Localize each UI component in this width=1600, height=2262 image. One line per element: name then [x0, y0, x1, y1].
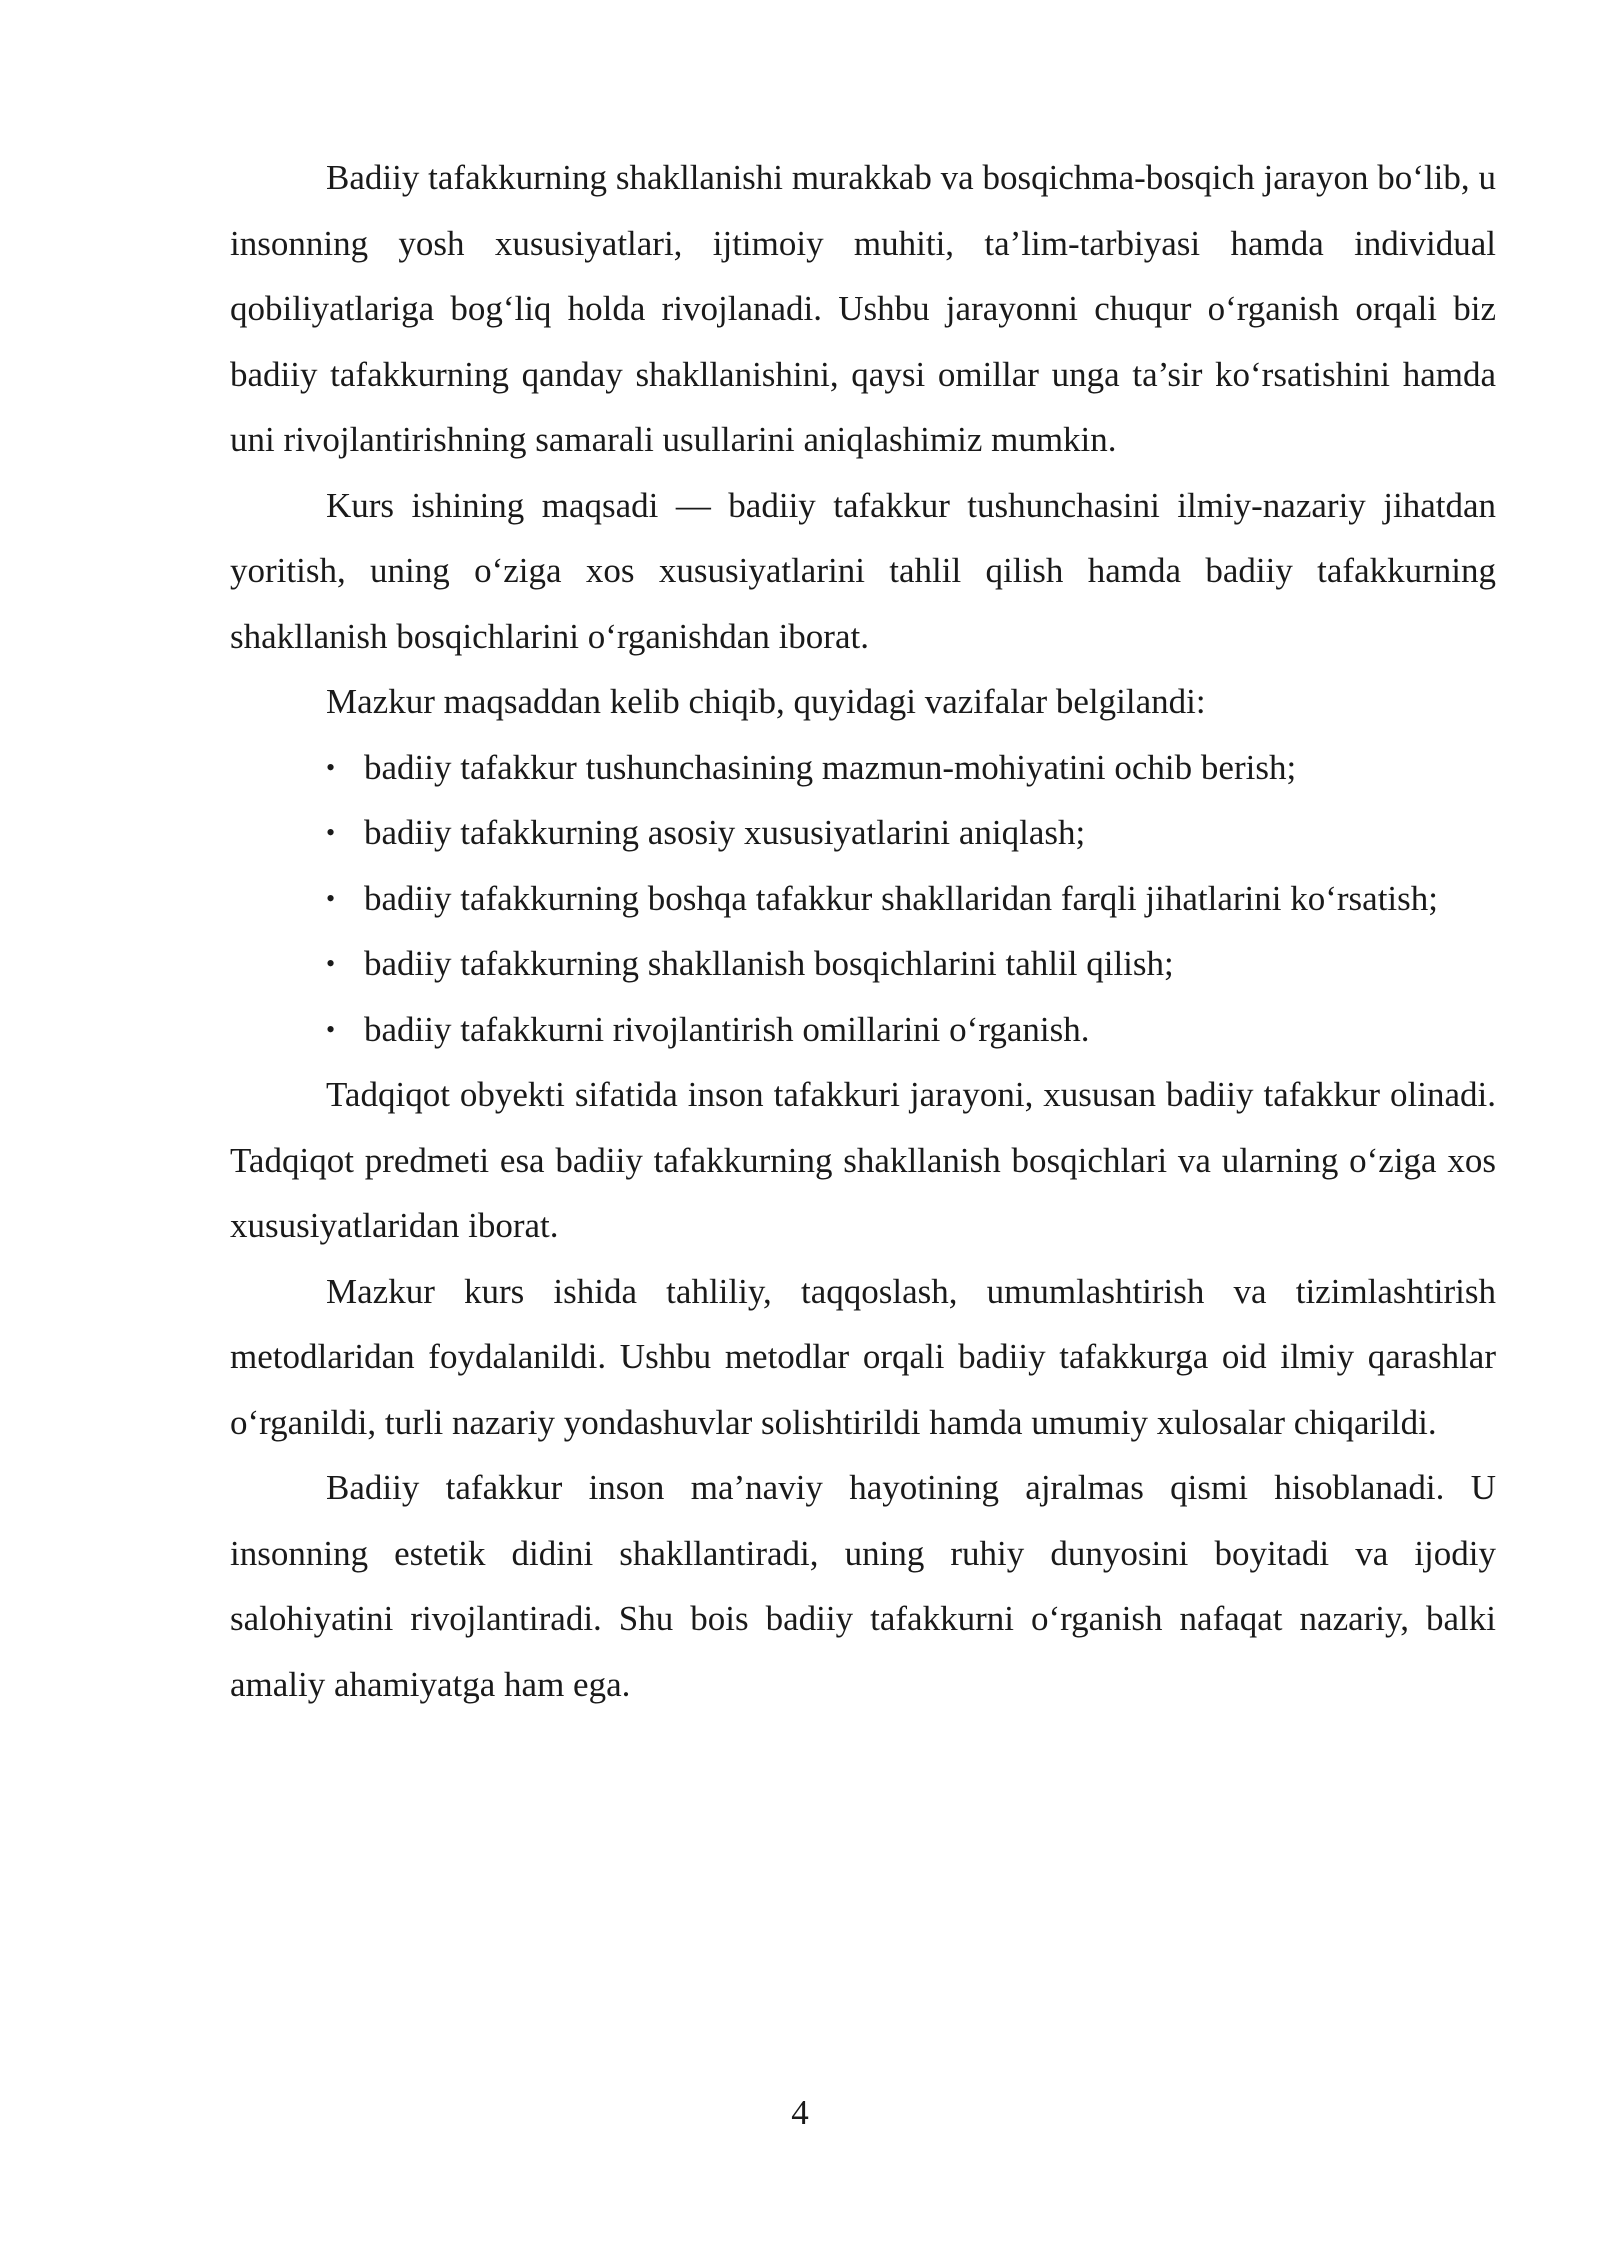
paragraph-tasks-lead: Mazkur maqsaddan kelib chiqib, quyidagi vazifalar belgilandi: [326, 682, 1206, 721]
bullet-icon: • [326, 752, 336, 782]
list-item-text: badiiy tafakkurning asosiy xususiyatlarini aniqlash; [364, 813, 1086, 852]
paragraph-methods: Mazkur kurs ishida tahliliy, taqqoslash, umumlashtirish va tizimlashtirish metodlaridan foydalanildi. Ushbu metodlar orqali badiiy tafakkurga oid ilmiy qarashlar o‘rganildi, turli nazariy yondashuvlar solishtirildi hamda umumiy xulosalar chiqarildi. [230, 1271, 1496, 1442]
list-item [326, 800, 1496, 866]
list-item-text: badiiy tafakkurning shakllanish bosqichlarini tahlil qilish; [364, 944, 1174, 983]
list-item-text: badiiy tafakkurni rivojlantirish omillarini o‘rganish. [364, 1009, 1090, 1049]
paragraph-object: Tadqiqot obyekti sifatida inson tafakkuri jarayoni, xususan badiiy tafakkur olinadi. Tadqiqot predmeti esa badiiy tafakkurning shakllanish bosqichlari va ularning o‘ziga xos xususiyatlaridan iborat. [230, 1075, 1496, 1245]
paragraph-intro: Badiiy tafakkurning shakllanishi murakkab va bosqichma-bosqich jarayon bo‘lib, u insonning yosh xususiyatlari, ijtimoiy muhiti, ta’lim-tarbiyasi hamda individual qobiliyatlariga bog‘liq holda rivojlanadi. Ushbu jarayonni chuqur o‘rganish orqali biz badiiy tafakkurning qanday shakllanishini, qaysi omillar unga ta’sir ko‘rsatishini hamda uni rivojlantirishning samarali usullarini aniqlashimiz mumkin. [230, 158, 1496, 459]
list-item-text: badiiy tafakkurning boshqa tafakkur shakllaridan farqli jihatlarini ko‘rsatish; [364, 878, 1438, 918]
list-item [326, 997, 1496, 1063]
list-item-text: badiiy tafakkur tushunchasining mazmun-mohiyatini ochib berish; [364, 747, 1297, 787]
list-item [326, 866, 1496, 932]
page-number: 4 [791, 2093, 809, 2132]
list-item [326, 735, 1496, 801]
bullet-icon: • [326, 1014, 336, 1044]
tasks-list [230, 735, 1496, 1063]
bullet-icon: • [326, 818, 336, 847]
paragraph-goal: Kurs ishining maqsadi — badiiy tafakkur tushunchasini ilmiy-nazariy jihatdan yoritish, uning o‘ziga xos xususiyatlarini tahlil qilish hamda badiiy tafakkurning shakllanish bosqichlarini o‘rganishdan iborat. [230, 485, 1496, 656]
page-body [230, 145, 1496, 1717]
paragraph-conclusion: Badiiy tafakkur inson ma’naviy hayotining ajralmas qismi hisoblanadi. U insonning estetik didini shakllantiradi, uning ruhiy dunyosini boyitadi va ijodiy salohiyatini rivojlantiradi. Shu bois badiiy tafakkurni o‘rganish nafaqat nazariy, balki amaliy ahamiyatga ham ega. [230, 1468, 1496, 1704]
bullet-icon: • [326, 949, 336, 978]
list-item [326, 931, 1496, 997]
bullet-icon: • [326, 883, 336, 913]
